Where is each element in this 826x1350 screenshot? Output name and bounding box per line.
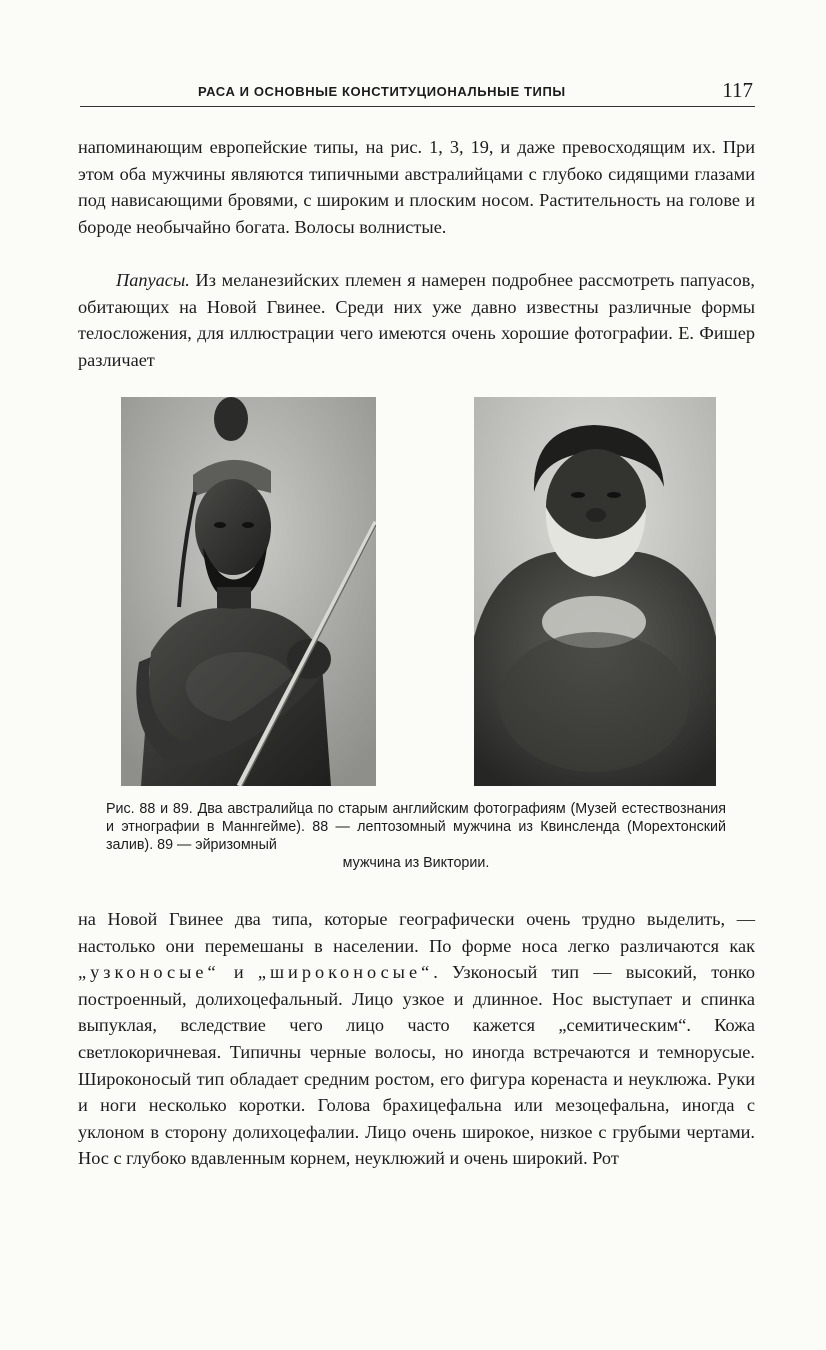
paragraph-2-text: Из меланезийских племен я намерен подробнее рассмотреть папуасов, обитающих на Новой Гвинее. Среди них уже давно известны различные формы телосложения, для иллюстрации чего имеются очень хорошие фотографии. Е. Фишер различает <box>78 270 755 370</box>
running-head <box>80 78 755 106</box>
term-narrow-nosed: „узконосые“ <box>78 962 220 983</box>
photo-88-illustration <box>121 397 376 786</box>
photo-figure-88 <box>121 397 376 786</box>
paragraph-3-part-1: на Новой Гвинее два типа, которые географически очень трудно выделить, — настолько они перемешаны в населении. По форме носа легко различаются как <box>78 909 755 956</box>
paragraph-1: напоминающим европейские типы, на рис. 1, 3, 19, и даже превосходящим их. При этом оба мужчины являются типичными австралийцами с глубоко сидящими глазами под нависающими бровями, с широким и плоским носом. Растительность на голове и бороде необычайно богата. Волосы волнистые. <box>78 137 755 237</box>
term-broad-nosed: „широконосые“ <box>257 962 434 983</box>
paragraph-2 <box>78 267 755 373</box>
figure-caption-last-line: мужчина из Виктории. <box>342 855 490 871</box>
paragraph-3-part-2: и <box>219 962 258 983</box>
section-lead-in: Папуасы. <box>116 270 190 290</box>
figure-caption: Рис. 88 и 89. Два австралийца по старым английским фотографиям (Музей естествознания и этнографии в Маннгейме). 88 — лептозомный мужчина из Квинсленда (Морехтонский залив). 89 — эйризомный <box>106 801 726 853</box>
running-title: РАСА И ОСНОВНЫЕ КОНСТИТУЦИОНАЛЬНЫЕ ТИПЫ <box>198 84 566 99</box>
paragraph-3-part-3: . Узконосый тип — высокий, тонко построенный, долихоцефальный. Лицо узкое и длинное. Нос выступает и спинка выпуклая, вследствие чего лицо часто кажется „семитическим“. Кожа светлокоричневая. Типичны черные волосы, но иногда встречаются и темнорусые. Широконосый тип обладает средним ростом, его фигура коренаста и неуклюжа. Руки и ноги несколько коротки. Голова брахицефальна или мезоцефальна, иногда с уклоном в сторону долихоцефалии. Лицо очень широкое, низкое с грубыми чертами. Нос с глубоко вдавленным корнем, неуклюжий и очень широкий. Рот <box>78 962 755 1169</box>
page-number: 117 <box>722 78 753 102</box>
paragraph-3 <box>78 906 755 1172</box>
photo-89-illustration <box>474 397 716 786</box>
photo-figure-89 <box>474 397 716 786</box>
header-rule <box>80 106 755 107</box>
